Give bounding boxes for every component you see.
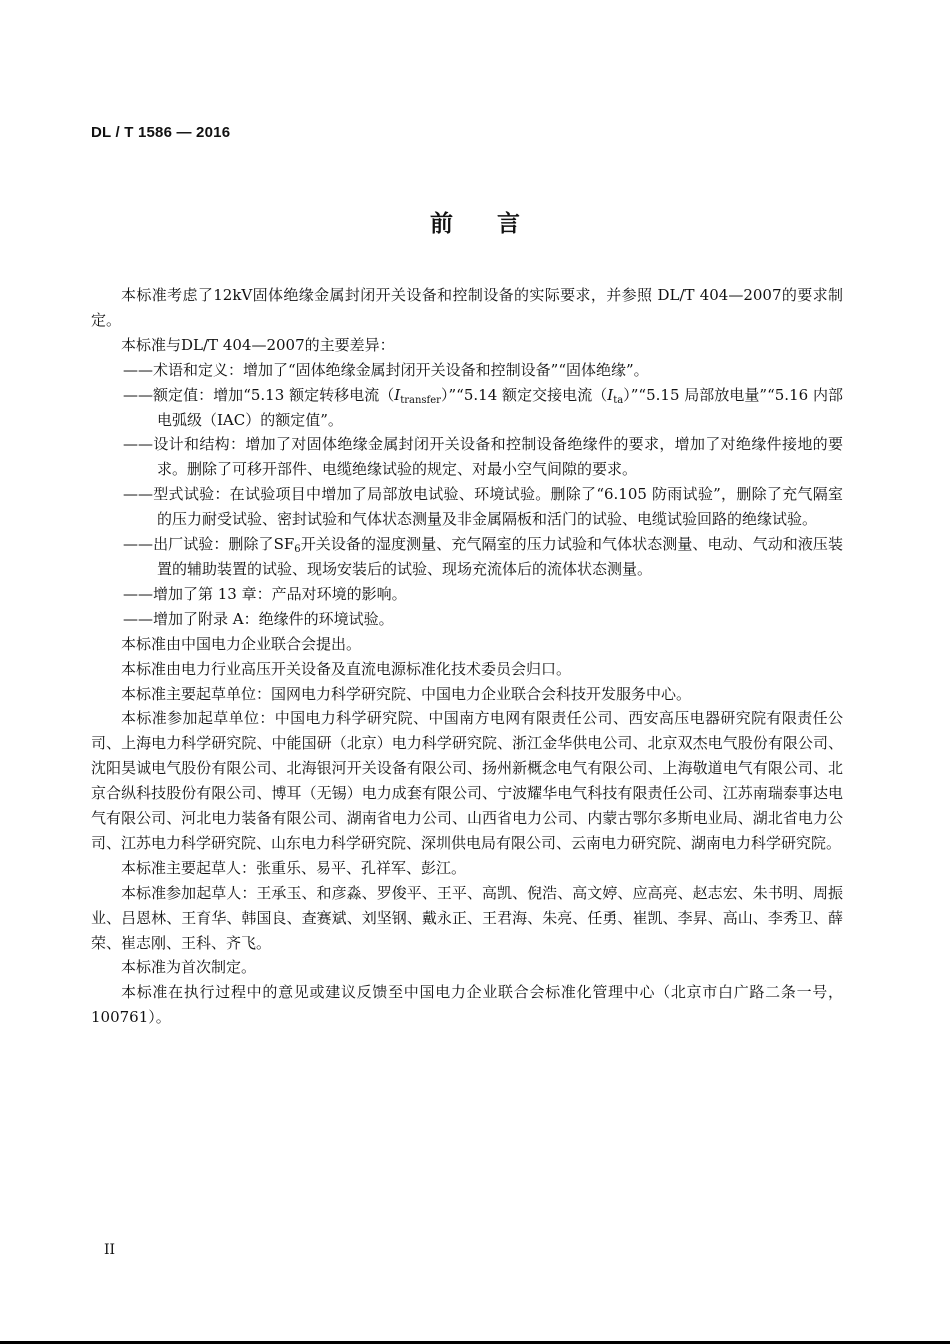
participating-drafters: 本标准参加起草人：王承玉、和彦淼、罗俊平、王平、高凯、倪浩、高文婷、应高亮、赵志宏、朱书明、周振业、吕恩林、王育华、韩国良、查赛斌、刘坚钢、戴永正、王君海、朱亮、任勇、崔凯、李昇、高山、李秀卫、薛荣、崔志刚、王科、齐飞。 — [91, 883, 843, 952]
dash-item-annex-a: ——增加了附录 A：绝缘件的环境试验。 — [123, 609, 394, 628]
rated-sub-ta: ta — [613, 394, 624, 406]
first-edition-note: 本标准为首次制定。 — [121, 958, 257, 977]
routine-text-b: 开关设备的湿度测量、充气隔室的压力试验和气体状态测量、电动、气动和液压装置的辅助装置的试验、现场安装后的试验、现场充流体后的流体状态测量。 — [157, 535, 843, 578]
main-drafters: 本标准主要起草人：张重乐、易平、孔祥军、彭江。 — [121, 858, 467, 877]
rated-text-c: ）”“5.15 局部放电量”“5.16 内部电弧级（IAC）的额定值”。 — [157, 385, 843, 429]
intro-paragraph: 本标准考虑了12kV固体绝缘金属封闭开关设备和控制设备的实际要求，并参照 DL/T 404—2007的要求制定。 — [91, 286, 843, 329]
rated-var-transfer: I — [394, 385, 401, 404]
proposed-by: 本标准由中国电力企业联合会提出。 — [121, 634, 362, 653]
centralized-by: 本标准由电力行业高压开关设备及直流电源标准化技术委员会归口。 — [121, 659, 572, 678]
routine-sub-6: 6 — [294, 544, 301, 556]
rated-var-ta: I — [607, 385, 614, 404]
standard-number-header: DL / T 1586 — 2016 — [91, 124, 231, 141]
participating-units: 本标准参加起草单位：中国电力科学研究院、中国南方电网有限责任公司、西安高压电器研究院有限责任公司、上海电力科学研究院、中能国研（北京）电力科学研究院、浙江金华供电公司、北京双杰电气股份有限公司、沈阳昊诚电气股份有限公司、北海银河开关设备有限公司、扬州新概念电气有限公司、上海敬道电气有限公司、北京合纵科技股份有限公司、博耳（无锡）电力成套有限公司、宁波耀华电气科技有限责任公司、江苏南瑞泰事达电气有限公司、河北电力装备有限公司、湖南省电力公司、山西省电力公司、内蒙古鄂尔多斯电业局、湖北省电力公司、江苏电力科学研究院、山东电力科学研究院、深圳供电局有限公司、云南电力研究院、湖南电力科学研究院。 — [91, 709, 843, 852]
differences-heading: 本标准与DL/T 404—2007的主要差异： — [121, 335, 395, 354]
feedback-note: 本标准在执行过程中的意见或建议反馈至中国电力企业联合会标准化管理中心（北京市白广路二条一号，100761）。 — [91, 983, 843, 1027]
rated-sub-transfer: transfer — [400, 394, 441, 406]
routine-text-a: ——出厂试验：删除了SF — [123, 535, 295, 554]
dash-item-type-test: ——型式试验：在试验项目中增加了局部放电试验、环境试验。删除了“6.105 防雨试验”，删除了充气隔室的压力耐受试验、密封试验和气体状态测量及非金属隔板和活门的试验、电缆试验回路的绝缘试验。 — [123, 485, 843, 529]
dash-item-terms: ——术语和定义：增加了“固体绝缘金属封闭开关设备和控制设备”“固体绝缘”。 — [123, 360, 649, 379]
dash-item-chapter-13: ——增加了第 13 章：产品对环境的影响。 — [123, 584, 407, 603]
rated-text-b: ）”“5.14 额定交接电流（ — [440, 385, 608, 404]
dash-item-design: ——设计和结构：增加了对固体绝缘金属封闭开关设备和控制设备绝缘件的要求，增加了对绝缘件接地的要求。删除了可移开部件、电缆绝缘试验的规定、对最小空气间隙的要求。 — [123, 435, 843, 479]
rated-text-a: ——额定值：增加“5.13 额定转移电流（ — [123, 385, 395, 404]
page-title: 前言 — [430, 210, 564, 237]
foreword-body — [91, 283, 843, 1030]
dash-item-routine-test — [91, 532, 843, 582]
main-drafting-units: 本标准主要起草单位：国网电力科学研究院、中国电力企业联合会科技开发服务中心。 — [121, 684, 692, 703]
dash-item-rated-values — [91, 383, 843, 433]
page-number: II — [104, 1242, 116, 1258]
